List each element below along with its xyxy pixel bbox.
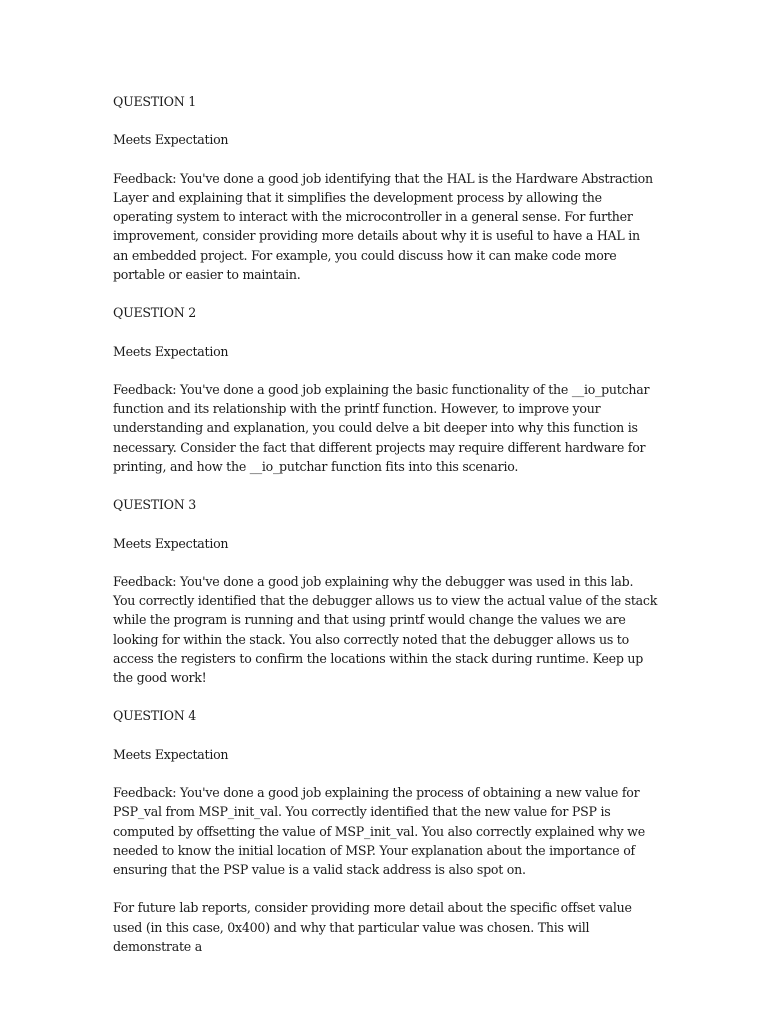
question-2-feedback: Feedback: You've done a good job explaining the basic functionality of the __io_putchar function and its relationship with the printf function. However, to improve your understanding and explanation, you could delve a bit deeper into why this function is necessary. Consider the fact that different projects may require different hardware for printing, and how the __io_putchar function fits into this scenario. [113, 381, 650, 474]
question-1-heading: QUESTION 1 [113, 94, 196, 109]
question-4-rating: Meets Expectation [113, 746, 229, 762]
question-1-rating: Meets Expectation [113, 132, 229, 148]
question-3-feedback: Feedback: You've done a good job explaining why the debugger was used in this lab. You correctly identified that the debugger allows us to view the actual value of the stack while the program is running and that using printf would change the values we are looking for within the stack. You also correctly noted that the debugger allows us to access the registers to confirm the locations within the stack during runtime. Keep up the good work! [113, 573, 658, 685]
question-2-rating: Meets Expectation [113, 343, 229, 359]
question-1-feedback: Feedback: You've done a good job identifying that the HAL is the Hardware Abstraction Layer and explaining that it simplifies the development process by allowing the operating system to interact with the microcontroller in a general sense. For further improvement, consider providing more details about why it is useful to have a HAL in an embedded project. For example, you could discuss how it can make code more portable or easier to maintain. [113, 170, 653, 282]
question-3-heading: QUESTION 3 [113, 497, 196, 513]
question-2-heading: QUESTION 2 [113, 305, 196, 321]
question-4-feedback: Feedback: You've done a good job explaining the process of obtaining a new value for PSP_val from MSP_init_val. You correctly identified that the new value for PSP is computed by offsetting the value of MSP_init_val. You also correctly explained why we needed to know the initial location of MSP. Your explanation about the importance of ensuring that the PSP value is a valid stack address is also spot on. [113, 785, 645, 877]
question-4-heading: QUESTION 4 [113, 708, 196, 724]
question-4-future-note: For future lab reports, consider providing more detail about the specific offset value used (in this case, 0x400) and why that particular value was chosen. This will demonstrate a [113, 900, 632, 954]
question-3-rating: Meets Expectation [113, 535, 229, 551]
document-page [113, 92, 658, 975]
